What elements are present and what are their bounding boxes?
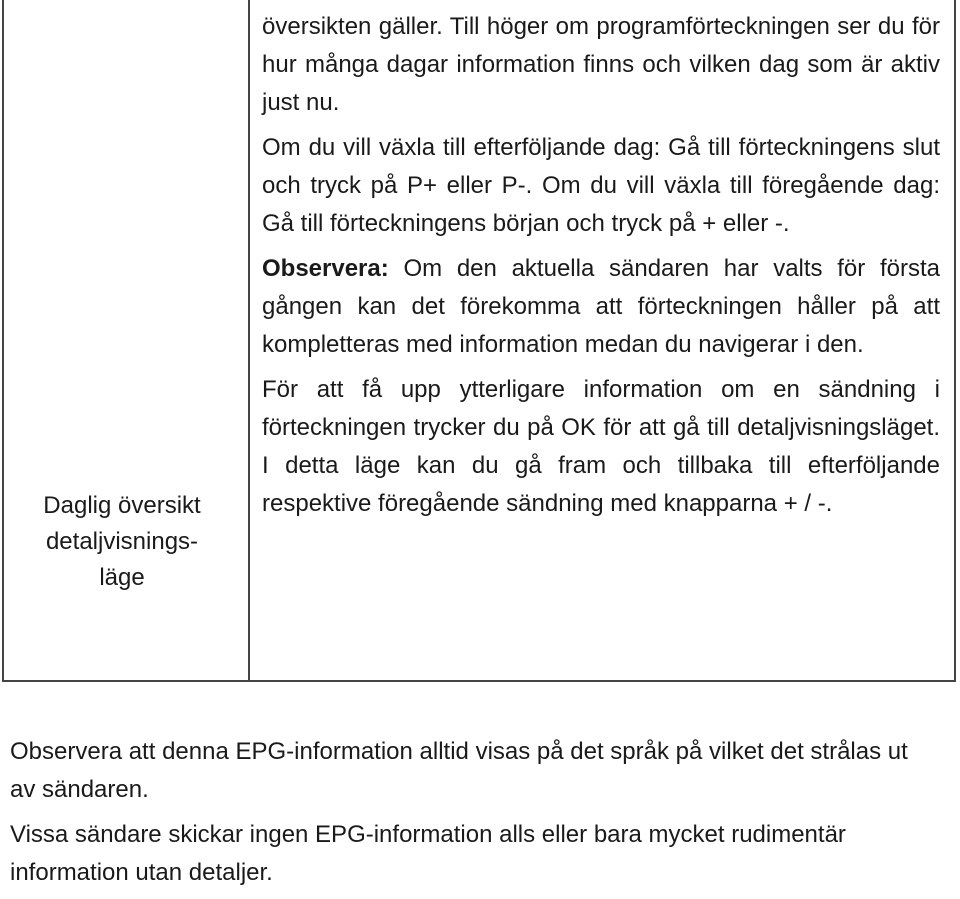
column-divider bbox=[248, 0, 250, 680]
description-paragraph-1: översikten gäller. Till höger om programförteckningen ser du för hur många dagar information finns och vilken dag som är aktiv just nu. bbox=[262, 13, 940, 116]
row-label-line-2: detaljvisnings- bbox=[45, 528, 199, 555]
note-text: Om den aktuella sändaren har valts för första gången kan det förekomma att förteckningen håller på att kompletteras med information medan du navigerar i den. bbox=[262, 255, 940, 358]
description-paragraph-3 bbox=[262, 250, 940, 364]
row-label bbox=[12, 488, 232, 596]
description-paragraph-2: Om du vill växla till efterföljande dag: Gå till förteckningens slut och tryck på P+ eller P-. Om du vill växla till föregående dag: Gå till förteckningens början och tryck på + eller -. bbox=[262, 134, 940, 237]
row-label-line-1: Daglig översikt bbox=[43, 492, 201, 519]
footer-paragraph-2: Vissa sändare skickar ingen EPG-information alls eller bara mycket rudimentär information utan detaljer. bbox=[10, 821, 846, 886]
row-description bbox=[262, 8, 940, 530]
note-label: Observera: bbox=[262, 255, 389, 282]
description-paragraph-4: För att få upp ytterligare information om en sändning i förteckningen trycker du på OK för att gå till detaljvisningsläget. I detta läge kan du gå fram och tillbaka till efterföljande respektive föregående sändning med knapparna + / -. bbox=[262, 376, 940, 517]
footer-notes bbox=[10, 733, 910, 899]
row-label-line-3: läge bbox=[99, 564, 145, 591]
footer-paragraph-1: Observera att denna EPG-information alltid visas på det språk på vilket det strålas ut av sändaren. bbox=[10, 738, 908, 803]
